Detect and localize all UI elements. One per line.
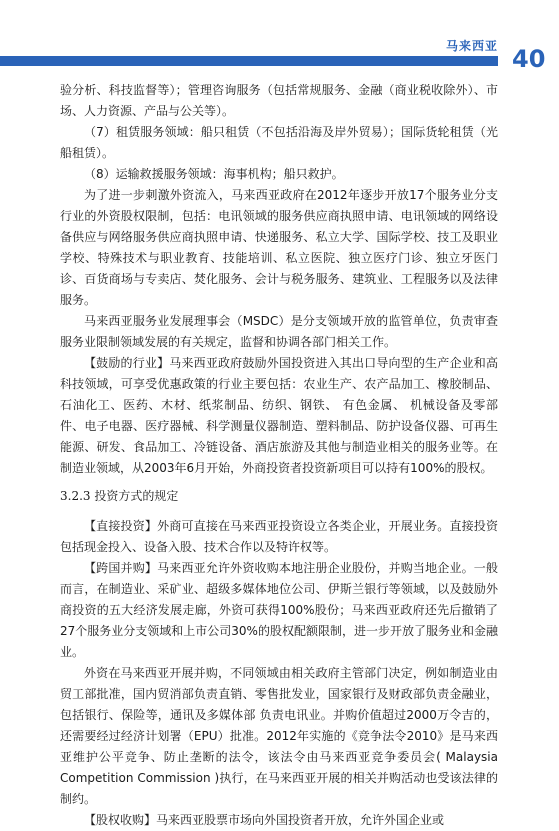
paragraph-ma-approval: 外资在马来西亚开展并购，不同领域由相关政府主管部门决定，例如制造业由贸工部批准，国内贸消部负责直销、零售批发业，国家银行及财政部负责金融业，包括银行、保险等，通讯及多媒体部 负责电讯业。并购价值超过2000万令吉的，还需要经过经济计划署（EPU）批准。2012年实施的《竞争法令2010》是马来西亚维护公平竞争、防止垄断的法令，该法令由马来西亚竞争委员会( Malaysia Competition Commission )执行，在马来西亚开展的相关并购活动也受该法律的制约。: [60, 666, 498, 806]
paragraph-transport-rescue: （8）运输救援服务领域：海事机构；船只救护。: [84, 167, 344, 181]
paragraph-cross-border-ma: 【跨国并购】马来西亚允许外资收购本地注册企业股份，并购当地企业。一般而言，在制造业、采矿业、超级多媒体地位公司、伊斯兰银行等领域，以及鼓励外商投资的五大经济发展走廊，外资可获得100%股份；马来西亚政府还先后撤销了27个服务业分支领域和上市公司30%的股权配额限制，进一步开放了服务业和金融业。: [60, 561, 498, 659]
page-body: [60, 80, 498, 831]
paragraph-rental-services: （7）租赁服务领域：船只租赁（不包括沿海及岸外贸易）；国际货轮租赁（光船租赁）。: [60, 125, 498, 160]
section-heading: 3.2.3 投资方式的规定: [60, 489, 179, 503]
page-number: 40: [512, 45, 546, 73]
paragraph-continuation: 验分析、科技监督等）；管理咨询服务（包括常规服务、金融（商业税收除外）、市场、人力资源、产品与公关等）。: [60, 83, 498, 118]
running-header-title: 马来西亚: [446, 39, 499, 53]
paragraph-encouraged-industries: 【鼓励的行业】马来西亚政府鼓励外国投资进入其出口导向型的生产企业和高科技领域，可享受优惠政策的行业主要包括：农业生产、农产品加工、橡胶制品、石油化工、医药、木材、纸浆制品、纺织、钢铁、 有色金属、 机械设备及零部件、电子电器、医疗器械、科学测量仪器制造、塑料制品、防护设备仪器、可再生能源、研发、食品加工、冷链设备、酒店旅游及其他与制造业相关的服务业等。在制造业领域，从2003年6月开始，外商投资者投资新项目可以持有100%的股权。: [60, 356, 498, 475]
paragraph-direct-investment: 【直接投资】外商可直接在马来西亚投资设立各类企业，开展业务。直接投资包括现金投入、设备入股、技术合作以及特许权等。: [60, 519, 498, 554]
paragraph-equity-acquisition: 【股权收购】马来西亚股票市场向外国投资者开放，允许外国企业或: [84, 813, 445, 827]
paragraph-liberalization: 为了进一步刺激外资流入，马来西亚政府在2012年逐步开放17个服务业分支行业的外资股权限制，包括：电讯领域的服务供应商执照申请、电讯领域的网络设备供应与网络服务供应商执照申请、快递服务、私立大学、国际学校、技工及职业学校、特殊技术与职业教育、技能培训、私立医院、独立医疗门诊、独立牙医门诊、百货商场与专卖店、焚化服务、会计与税务服务、建筑业、工程服务以及法律服务。: [60, 188, 498, 307]
header-band: [0, 56, 498, 66]
paragraph-msdc: 马来西亚服务业发展理事会（MSDC）是分支领域开放的监管单位，负责审查服务业限制领域发展的有关规定，监督和协调各部门相关工作。: [60, 314, 498, 349]
